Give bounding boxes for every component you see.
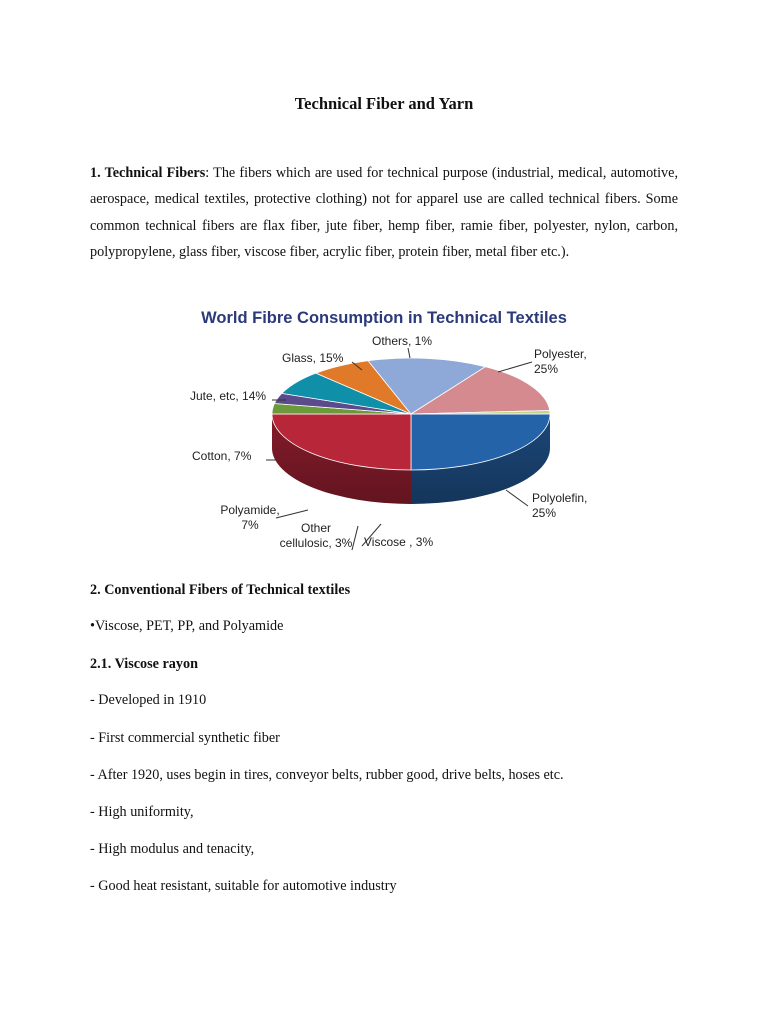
pie-label-line: Polyester, (534, 347, 587, 361)
list-item: - Developed in 1910 (90, 692, 207, 708)
pie-label-other-cellulosic (280, 521, 353, 550)
pie-label-line: Polyamide, (220, 503, 280, 517)
pie-label-line: Other (300, 521, 332, 535)
pie-label-line: Jute, etc, 14% (190, 389, 267, 403)
list-item: - After 1920, uses begin in tires, conveyor belts, rubber good, drive belts, hoses etc. (90, 767, 564, 783)
pie-label-cotton (192, 449, 252, 463)
section2-bullet: •Viscose, PET, PP, and Polyamide (90, 618, 284, 634)
pie-chart-figure (176, 300, 616, 562)
list-item: - First commercial synthetic fiber (90, 730, 280, 746)
pie-label-line: Others, 1% (372, 334, 433, 348)
list-item: - Good heat resistant, suitable for automotive industry (90, 878, 397, 894)
leader-line-other-cellulosic (352, 526, 358, 550)
pie-label-jute-etc (190, 389, 266, 403)
pie-label-others (372, 334, 432, 348)
pie-label-line: 7% (241, 518, 259, 532)
pie-label-line: Viscose , 3% (364, 535, 434, 549)
section2-heading: 2. Conventional Fibers of Technical textiles (90, 582, 351, 598)
leader-line-polyester (498, 362, 532, 372)
pie-label-glass (282, 351, 344, 365)
pie-chart (176, 300, 616, 562)
pie-label-line: Glass, 15% (282, 351, 344, 365)
intro-paragraph (90, 160, 678, 266)
pie-label-line: Cotton, 7% (192, 449, 252, 463)
section2-subheading: 2.1. Viscose rayon (90, 656, 198, 672)
chart-title: World Fibre Consumption in Technical Textiles (201, 309, 567, 327)
intro-body: : The fibers which are used for technical purpose (industrial, medical, automotive, aerospace, medical textiles, protective clothing) not for apparel use are called technical fibers. Some common technical fibers are flax fiber, jute fiber, hemp fiber, ramie fiber, polyester, nylon, carbon, polypropylene, glass fiber, viscose fiber, acrylic fiber, protein fiber, metal fiber etc.). (90, 165, 678, 261)
pie-label-viscose (364, 535, 433, 549)
leader-line-others (408, 348, 410, 358)
pie-label-polyester (534, 347, 587, 376)
pie-label-line: cellulosic, 3% (279, 536, 353, 550)
list-item: - High uniformity, (90, 804, 194, 820)
intro-heading: 1. Technical Fibers (90, 165, 206, 181)
list-item: - High modulus and tenacity, (90, 841, 255, 857)
pie-label-polyolefin (532, 491, 587, 520)
pie-label-line: 25% (532, 506, 557, 520)
leader-line-polyolefin (506, 490, 528, 506)
leader-line-polyamide (276, 510, 308, 518)
pie-tops (272, 358, 550, 470)
pie-label-polyamide (220, 503, 279, 532)
pie-label-line: 25% (534, 362, 559, 376)
page-title: Technical Fiber and Yarn (294, 94, 474, 113)
pie-label-line: Polyolefin, (532, 491, 588, 505)
